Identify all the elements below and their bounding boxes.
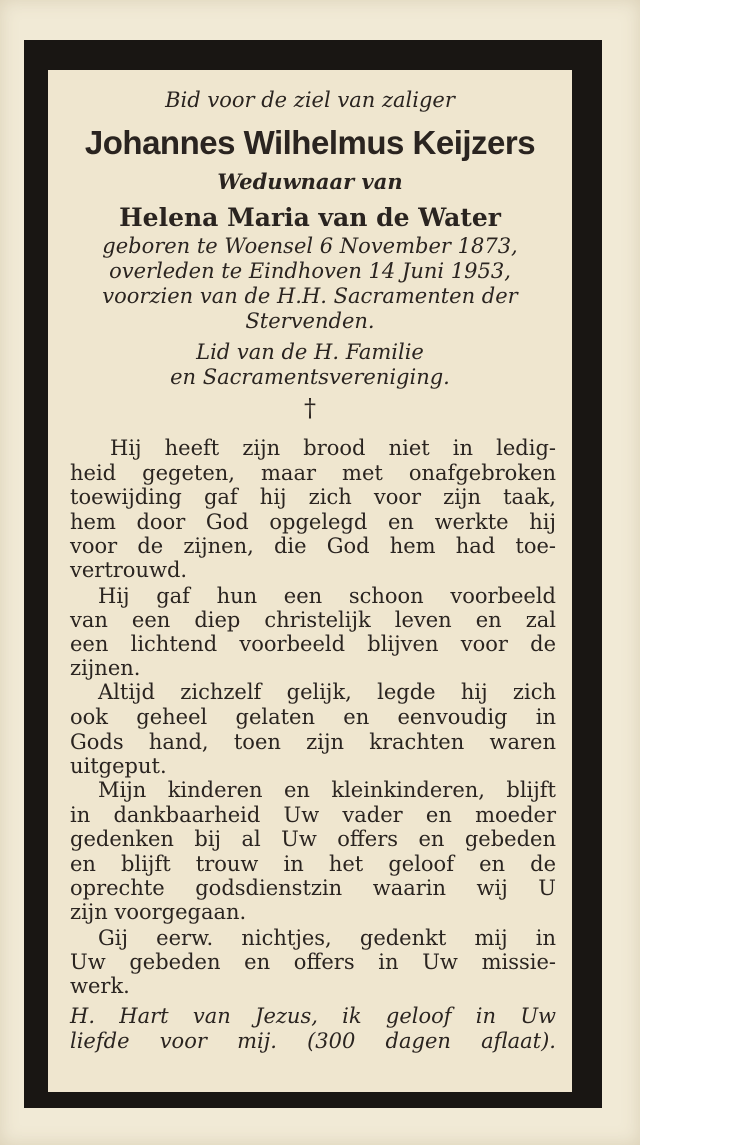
body-line: gedenken bij al Uw offers en gebeden [70, 827, 556, 851]
body-line: heid gegeten, maar met onafgebroken [70, 461, 556, 485]
body-line: Hij gaf hun een schoon voorbeeld [98, 584, 556, 608]
detail-line: geboren te Woensel 6 November 1873, [102, 234, 518, 258]
body-line: Uw gebeden en offers in Uw missie- [70, 950, 556, 974]
prayer-line: H. Hart van Jezus, ik geloof in Uw [70, 1004, 556, 1028]
body-line: in dankbaarheid Uw vader en moeder [70, 803, 556, 827]
body-line: Hij heeft zijn brood niet in ledig- [110, 436, 556, 460]
body-line: ook geheel gelaten en eenvoudig in [70, 705, 556, 729]
body-line: en blijft trouw in het geloof en de [70, 852, 556, 876]
card-header: Bid voor de ziel van zaliger [165, 88, 455, 112]
body-line: een lichtend voorbeeld blijven voor de [70, 632, 556, 656]
body-line: zijnen. [70, 656, 141, 680]
body-line: Gods hand, toen zijn krachten waren [70, 730, 556, 754]
body-line: oprechte godsdienstzin waarin wij U [70, 876, 556, 900]
body-line: uitgeput. [70, 754, 167, 778]
membership-line: en Sacramentsvereniging. [170, 365, 450, 389]
detail-line: voorzien van de H.H. Sacramenten der [102, 284, 518, 308]
body-line: toewijding gaf hij zich voor zijn taak, [70, 485, 556, 509]
body-line: Gij eerw. nichtjes, gedenkt mij in [98, 926, 556, 950]
body-line: Mijn kinderen en kleinkinderen, blijft [98, 778, 556, 802]
card-text-panel [48, 70, 572, 1092]
detail-line: Stervenden. [245, 309, 375, 333]
widower-label: Weduwnaar van [217, 169, 403, 194]
prayer-line: liefde voor mij. (300 dagen aflaat). [70, 1029, 556, 1053]
cross-icon: † [304, 394, 316, 422]
body-line: Altijd zichzelf gelijk, legde hij zich [98, 680, 556, 704]
spouse-name: Helena Maria van de Water [119, 203, 501, 232]
body-line: vertrouwd. [70, 558, 188, 582]
body-line: hem door God opgelegd en werkte hij [70, 510, 556, 534]
detail-line: overleden te Eindhoven 14 Juni 1953, [109, 259, 511, 283]
deceased-name: Johannes Wilhelmus Keijzers [84, 124, 536, 161]
body-line: werk. [70, 974, 130, 998]
membership-line: Lid van de H. Familie [196, 340, 424, 364]
body-line: van een diep christelijk leven en zal [70, 608, 556, 632]
body-line: voor de zijnen, die God hem had toe- [70, 534, 556, 558]
body-line: zijn voorgegaan. [70, 900, 247, 924]
